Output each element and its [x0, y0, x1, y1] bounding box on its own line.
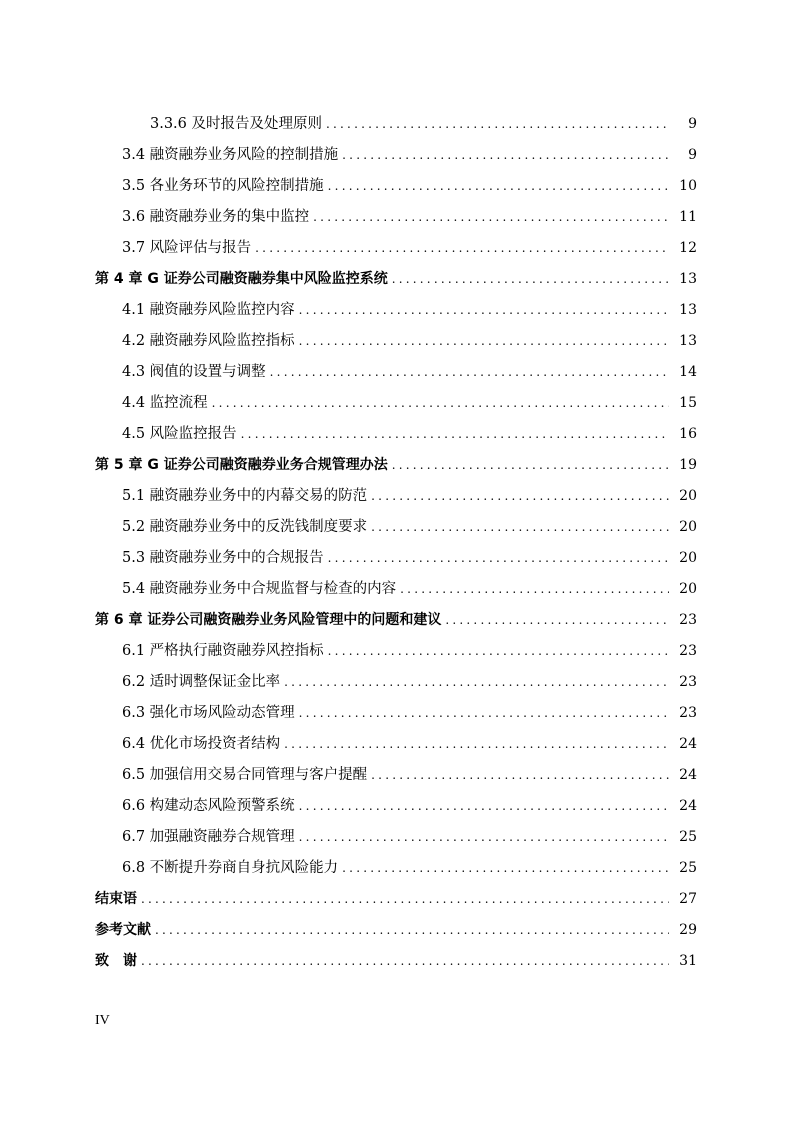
- toc-leader-dots: [299, 698, 669, 729]
- toc-entry[interactable]: [0, 822, 794, 853]
- toc-leader-dots: [392, 450, 669, 481]
- toc-leader-dots: [445, 605, 669, 636]
- footer-page-number: IV: [95, 1013, 110, 1028]
- toc-entry-page: 13: [679, 333, 697, 349]
- toc-entry-title: 6.7 加强融资融券合规管理: [122, 829, 295, 845]
- toc-entry-title: 4.3 阀值的设置与调整: [122, 364, 266, 380]
- toc-entry[interactable]: [0, 636, 794, 667]
- toc-entry-title: 4.5 风险监控报告: [122, 426, 237, 442]
- toc-entry[interactable]: [0, 450, 794, 481]
- toc-entry[interactable]: [0, 171, 794, 202]
- toc-entry-title: 3.4 融资融券业务风险的控制措施: [122, 147, 339, 163]
- toc-entry-title: 第 4 章 G 证券公司融资融券集中风险监控系统: [95, 271, 388, 287]
- toc-leader-dots: [299, 326, 669, 357]
- toc-entry-title: 6.3 强化市场风险动态管理: [122, 705, 295, 721]
- toc-entry[interactable]: [0, 605, 794, 636]
- toc-entry[interactable]: [0, 481, 794, 512]
- toc-entry-page: 23: [679, 674, 697, 690]
- toc-leader-dots: [371, 481, 669, 512]
- table-of-contents: [0, 109, 794, 977]
- toc-entry[interactable]: [0, 667, 794, 698]
- toc-entry[interactable]: [0, 357, 794, 388]
- toc-entry-title: 致 谢: [95, 953, 137, 969]
- toc-entry[interactable]: [0, 109, 794, 140]
- toc-entry[interactable]: [0, 388, 794, 419]
- toc-entry-page: 24: [679, 798, 697, 814]
- toc-entry[interactable]: [0, 574, 794, 605]
- toc-entry-page: 20: [679, 519, 697, 535]
- toc-leader-dots: [241, 419, 669, 450]
- toc-leader-dots: [392, 264, 669, 295]
- toc-entry-page: 12: [679, 240, 697, 256]
- toc-entry-page: 13: [679, 271, 697, 287]
- toc-entry-title: 5.1 融资融券业务中的内幕交易的防范: [122, 488, 368, 504]
- toc-entry-page: 27: [679, 891, 697, 907]
- toc-entry[interactable]: [0, 698, 794, 729]
- toc-entry-title: 6.2 适时调整保证金比率: [122, 674, 281, 690]
- toc-entry[interactable]: [0, 140, 794, 171]
- toc-entry-page: 20: [679, 488, 697, 504]
- toc-entry-title: 6.5 加强信用交易合同管理与客户提醒: [122, 767, 368, 783]
- toc-entry[interactable]: [0, 884, 794, 915]
- toc-leader-dots: [328, 543, 669, 574]
- toc-entry-title: 4.2 融资融券风险监控指标: [122, 333, 295, 349]
- toc-entry-page: 10: [679, 178, 697, 194]
- toc-entry-page: 24: [679, 736, 697, 752]
- toc-entry-title: 3.6 融资融券业务的集中监控: [122, 209, 310, 225]
- toc-leader-dots: [212, 388, 669, 419]
- toc-entry[interactable]: [0, 233, 794, 264]
- toc-entry[interactable]: [0, 760, 794, 791]
- toc-leader-dots: [400, 574, 669, 605]
- toc-leader-dots: [255, 233, 669, 264]
- toc-entry[interactable]: [0, 512, 794, 543]
- toc-entry-title: 3.5 各业务环节的风险控制措施: [122, 178, 324, 194]
- toc-entry-page: 20: [679, 581, 697, 597]
- toc-entry-page: 20: [679, 550, 697, 566]
- toc-entry-title: 5.3 融资融券业务中的合规报告: [122, 550, 324, 566]
- toc-leader-dots: [313, 202, 669, 233]
- toc-entry-page: 13: [679, 302, 697, 318]
- toc-entry[interactable]: [0, 419, 794, 450]
- toc-entry[interactable]: [0, 264, 794, 295]
- toc-entry[interactable]: [0, 915, 794, 946]
- toc-entry-title: 第 6 章 证券公司融资融券业务风险管理中的问题和建议: [95, 612, 442, 628]
- toc-leader-dots: [284, 667, 669, 698]
- toc-entry[interactable]: [0, 729, 794, 760]
- toc-leader-dots: [141, 884, 669, 915]
- toc-leader-dots: [155, 915, 669, 946]
- toc-entry-page: 16: [679, 426, 697, 442]
- toc-entry-page: 11: [679, 209, 697, 225]
- toc-entry-title: 6.1 严格执行融资融券风控指标: [122, 643, 324, 659]
- toc-entry-page: 25: [679, 829, 697, 845]
- toc-entry-title: 参考文献: [95, 922, 151, 938]
- toc-entry-page: 19: [679, 457, 697, 473]
- toc-entry-page: 9: [688, 147, 697, 163]
- toc-entry-page: 23: [679, 643, 697, 659]
- toc-entry-title: 6.4 优化市场投资者结构: [122, 736, 281, 752]
- toc-entry-page: 23: [679, 612, 697, 628]
- toc-entry-title: 5.4 融资融券业务中合规监督与检查的内容: [122, 581, 397, 597]
- toc-leader-dots: [371, 760, 669, 791]
- toc-leader-dots: [328, 171, 669, 202]
- toc-leader-dots: [299, 791, 669, 822]
- toc-leader-dots: [371, 512, 669, 543]
- toc-entry-title: 6.6 构建动态风险预警系统: [122, 798, 295, 814]
- toc-entry-page: 14: [679, 364, 697, 380]
- toc-entry[interactable]: [0, 326, 794, 357]
- toc-leader-dots: [328, 636, 669, 667]
- toc-entry-page: 31: [679, 953, 697, 969]
- toc-entry[interactable]: [0, 946, 794, 977]
- toc-entry-page: 29: [679, 922, 697, 938]
- toc-leader-dots: [326, 109, 669, 140]
- toc-entry-page: 23: [679, 705, 697, 721]
- toc-entry[interactable]: [0, 853, 794, 884]
- toc-entry-page: 25: [679, 860, 697, 876]
- toc-leader-dots: [141, 946, 669, 977]
- toc-entry-title: 第 5 章 G 证券公司融资融券业务合规管理办法: [95, 457, 388, 473]
- toc-entry-title: 6.8 不断提升券商自身抗风险能力: [122, 860, 339, 876]
- toc-leader-dots: [342, 853, 669, 884]
- toc-entry-title: 3.7 风险评估与报告: [122, 240, 252, 256]
- toc-leader-dots: [342, 140, 669, 171]
- toc-entry[interactable]: [0, 791, 794, 822]
- toc-entry-title: 4.1 融资融券风险监控内容: [122, 302, 295, 318]
- toc-leader-dots: [270, 357, 669, 388]
- toc-entry-title: 3.3.6 及时报告及处理原则: [150, 116, 323, 132]
- toc-entry-title: 结束语: [95, 891, 137, 907]
- toc-entry-page: 15: [679, 395, 697, 411]
- toc-leader-dots: [299, 822, 669, 853]
- toc-entry-title: 4.4 监控流程: [122, 395, 208, 411]
- toc-entry-page: 9: [688, 116, 697, 132]
- toc-entry-title: 5.2 融资融券业务中的反洗钱制度要求: [122, 519, 368, 535]
- toc-entry[interactable]: [0, 543, 794, 574]
- toc-leader-dots: [299, 295, 669, 326]
- toc-entry[interactable]: [0, 202, 794, 233]
- toc-entry[interactable]: [0, 295, 794, 326]
- toc-entry-page: 24: [679, 767, 697, 783]
- toc-leader-dots: [284, 729, 669, 760]
